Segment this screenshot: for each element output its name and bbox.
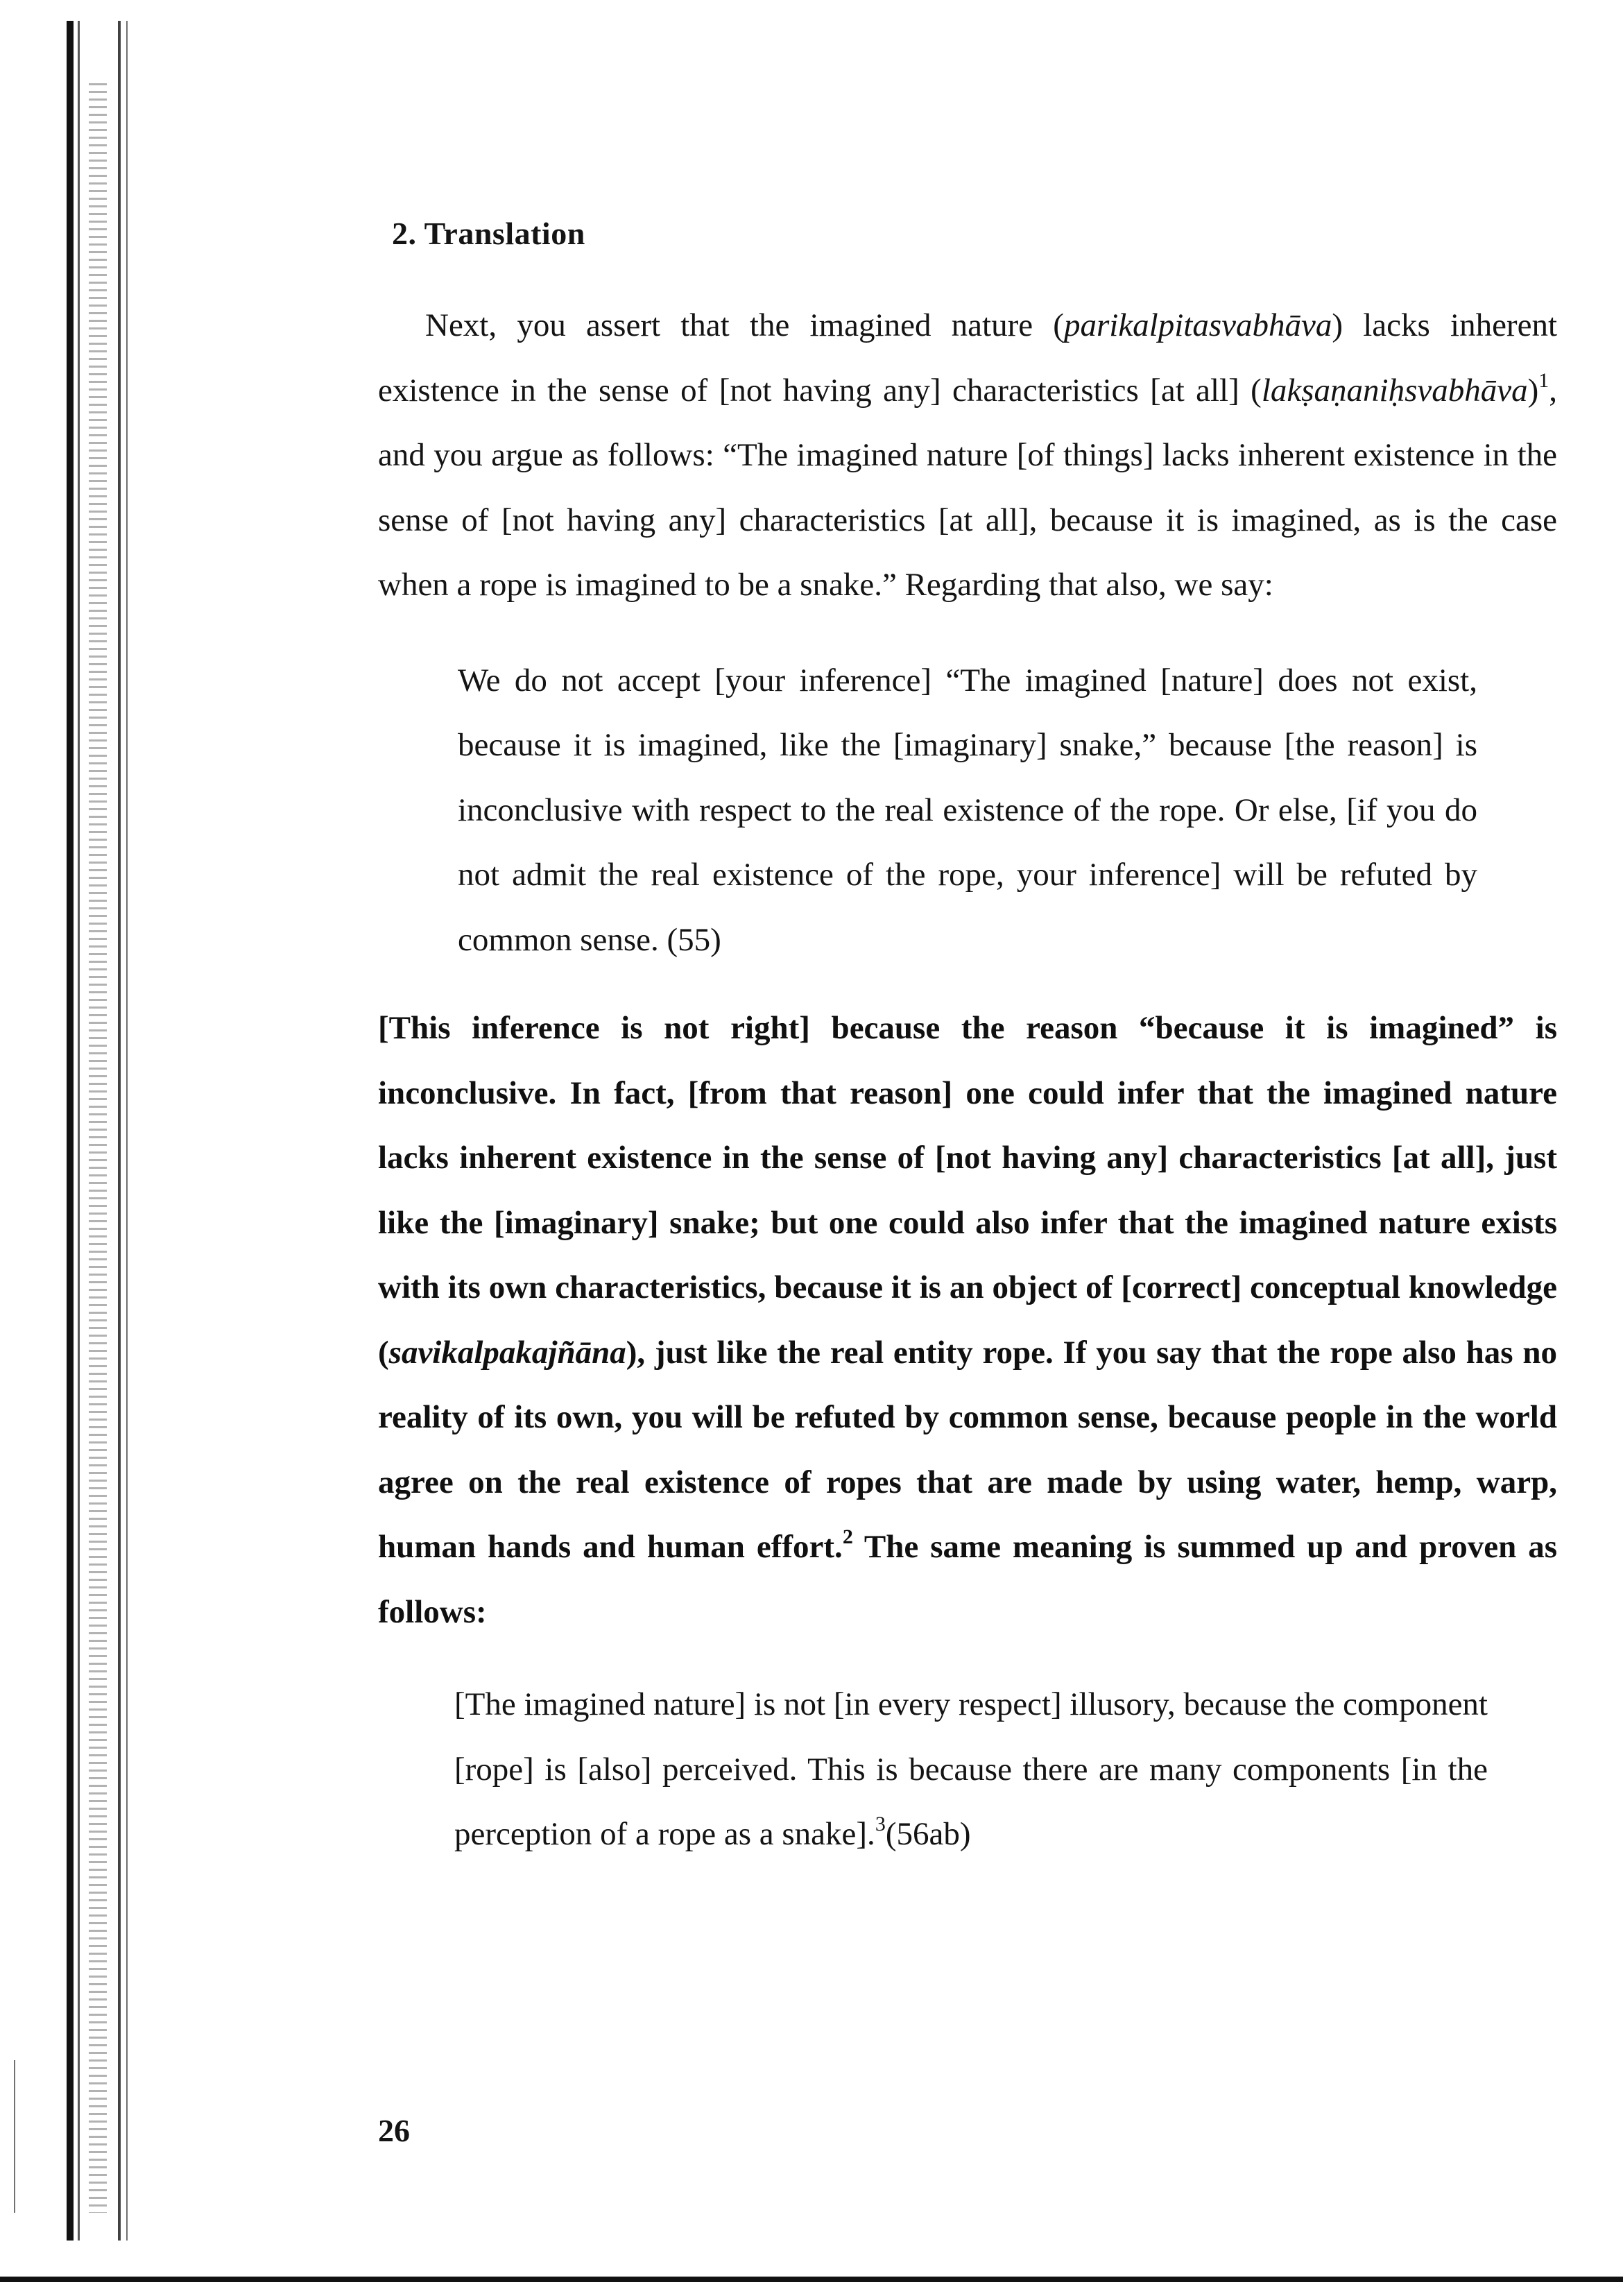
binding-speckle (89, 83, 107, 2213)
document-page (378, 215, 1557, 1867)
paragraph-2 (378, 996, 1557, 1645)
page-number: 26 (378, 2113, 410, 2148)
binding-bar (126, 21, 128, 2241)
binding-bar (118, 21, 121, 2241)
paragraph-2-tail: The same meaning is summed up and proven as follows: (378, 1529, 1557, 1630)
paragraph-1-tail: , and you argue as follows: “The imagined nature [of things] lacks inherent existence in the sense of [not having any] characteristics [at all], because it is imagined, as is the case when a rope is imagined to be a snake.” Regarding that also, we say: (378, 372, 1557, 603)
binding-bar (78, 21, 80, 2241)
verse-55-text: We do not accept [your inference] “The imagined [nature] does not exist, because it is imagined, like the [imaginary] snake,” because [the reason] is inconclusive with respect to the real existence of the rope. Or else, [if you do not admit the real existence of the rope, your inference] will be refuted by common sense. (55) (458, 662, 1477, 958)
footnote-marker-3[interactable]: 3 (875, 1813, 886, 1835)
scan-binding-edge (0, 0, 166, 2254)
paragraph-1-mid-2: ) (1527, 372, 1539, 409)
scan-bottom-edge (0, 2277, 1623, 2282)
sanskrit-term-parikalpitasvabhava: parikalpitasvabhāva (1063, 307, 1332, 343)
paragraph-2-lead: [This inference is not right] because the reason “because it is imagined” is inconclusive. In fact, [from that reason] one could infer that the imagined nature lacks inherent existence in the sense of [not having any] characteristics [at all], just like the [imaginary] snake; but one could also infer that the imagined nature exists with its own characteristics, because it is an object of [correct] conceptual knowledge ( (378, 1010, 1557, 1371)
verse-56ab (454, 1672, 1488, 1867)
verse-56ab-tail: (56ab) (885, 1816, 971, 1852)
paragraph-1-mid-1: ) lacks inherent existence in the sense of [not having any] characteristics [at all] ( (378, 307, 1558, 409)
verse-56ab-text: [The imagined nature] is not [in every respect] illusory, because the component [rope] is [also] perceived. This is because there are many components [in the perception of a rope as a snake]. (454, 1686, 1488, 1852)
section-heading: 2. Translation (392, 216, 585, 251)
sanskrit-term-laksananihsvabhava: lakṣaṇaniḥsvabhāva (1261, 372, 1528, 409)
paragraph-1 (378, 293, 1557, 618)
binding-bar (14, 2060, 15, 2213)
footnote-marker-1[interactable]: 1 (1538, 368, 1549, 392)
footnote-marker-2[interactable]: 2 (842, 1525, 853, 1548)
binding-bar (67, 21, 74, 2241)
sanskrit-term-savikalpakajnana: savikalpakajñāna (388, 1334, 626, 1371)
verse-55 (458, 649, 1477, 973)
paragraph-1-lead: Next, you assert that the imagined nature ( (425, 307, 1064, 343)
paragraph-2-mid: ), just like the real entity rope. If you say that the rope also has no reality of its own, you will be refuted by common sense, because people in the world agree on the real existence of ropes that are made by using water, hemp, warp, human hands and human effort. (378, 1334, 1557, 1565)
